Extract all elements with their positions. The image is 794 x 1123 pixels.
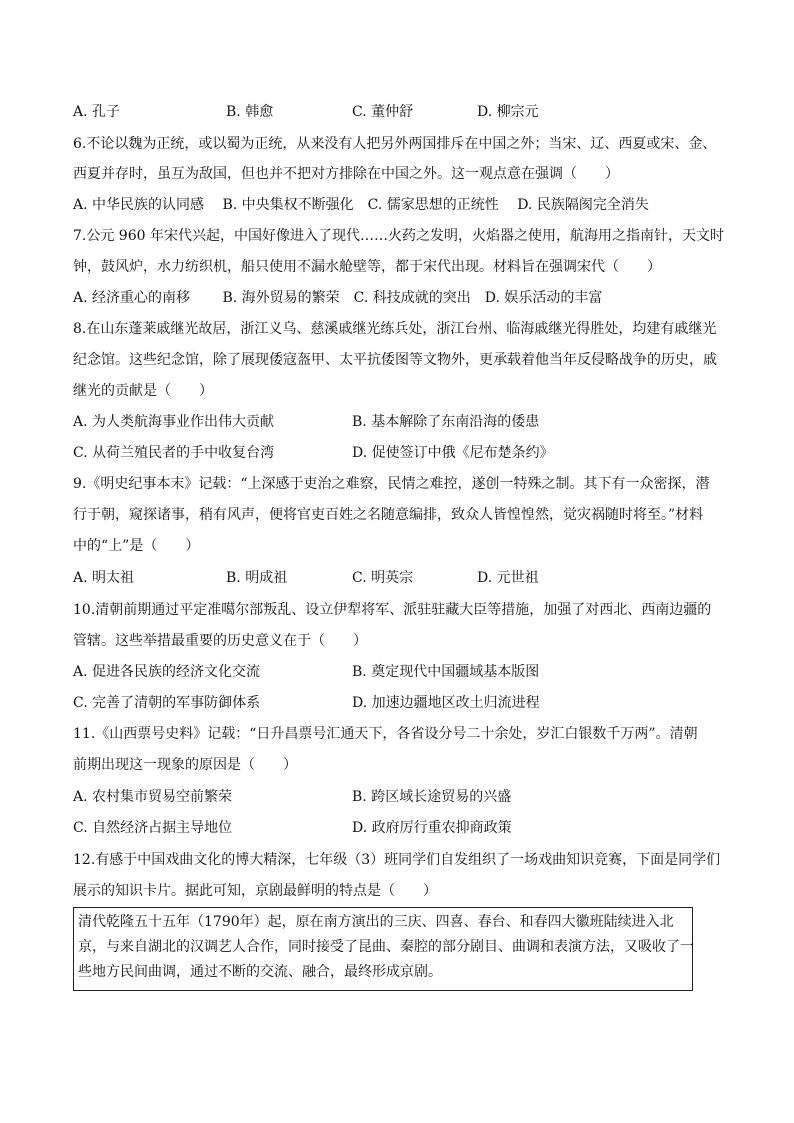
q6-stem-line: 西夏并存时，虽互为敌国，但也并不把对方排除在中国之外。这一观点意在强调（ ） bbox=[73, 166, 619, 182]
knowledge-card-line: 清代乾隆五十五年（1790年）起，原在南方演出的三庆、四喜、春台、和春四大徽班陆续进入北 bbox=[78, 914, 674, 930]
q9-stem-line: 中的“上”是（ ） bbox=[73, 538, 200, 554]
q8-stem-line: 纪念馆。这些纪念馆，除了展现倭寇盔甲、太平抗倭图等文物外，更承载着他当年反侵略战争的历史，戚 bbox=[73, 352, 717, 368]
q8-stem-line: 继光的贡献是（ ） bbox=[73, 383, 213, 399]
q6-stem-line: 6.不论以魏为正统，或以蜀为正统，从来没有人把另外两国排斥在中国之外；当宋、辽、西夏或宋、金、 bbox=[73, 136, 717, 152]
q7-stem-line: 7.公元 960 年宋代兴起，中国好像进入了现代……火药之发明，火焰器之使用，航海用之指南针，天文时 bbox=[73, 228, 724, 244]
q10-stem-line: 10.清朝前期通过平定准噶尔部叛乱、设立伊犁将军、派驻驻藏大臣等措施，加强了对西北、西南边疆的 bbox=[73, 602, 712, 618]
q11-option-b: B. 跨区域长途贸易的兴盛 bbox=[352, 789, 512, 805]
q5-option-c: C. 董仲舒 bbox=[352, 104, 414, 120]
q10-option-c: C. 完善了清朝的军事防御体系 bbox=[73, 695, 261, 711]
q9-stem-line: 行于朝，窥探诸事，稍有风声，便将官吏百姓之名随意编排，致众人皆惶惶然，觉灾祸随时将至。”材料 bbox=[73, 507, 704, 523]
knowledge-card-line: 京，与来自湖北的汉调艺人合作，同时接受了昆曲、秦腔的部分剧目、曲调和表演方法，又吸收了一 bbox=[78, 939, 694, 955]
q5-option-b: B. 韩愈 bbox=[226, 104, 274, 120]
q11-option-c: C. 自然经济占据主导地位 bbox=[73, 820, 233, 836]
q8-stem-line: 8.在山东蓬莱戚继光故居，浙江义乌、慈溪戚继光练兵处，浙江台州、临海戚继光得胜处，均建有戚继光 bbox=[73, 321, 717, 337]
q10-stem-line: 管辖。这些举措最重要的历史意义在于（ ） bbox=[73, 633, 367, 649]
q12-stem-line: 展示的知识卡片。据此可知，京剧最鲜明的特点是（ ） bbox=[73, 883, 437, 899]
q5-option-d: D. 柳宗元 bbox=[477, 104, 539, 120]
q8-option-c: C. 从荷兰殖民者的手中收复台湾 bbox=[73, 445, 275, 461]
knowledge-card-line: 些地方民间曲调，通过不断的交流、融合，最终形成京剧。 bbox=[78, 964, 442, 980]
q9-option-c: C. 明英宗 bbox=[352, 570, 414, 586]
q11-option-a: A. 农村集市贸易空前繁荣 bbox=[73, 789, 233, 805]
q5-option-a: A. 孔子 bbox=[73, 104, 121, 120]
q9-option-b: B. 明成祖 bbox=[226, 570, 288, 586]
q11-option-d: D. 政府厉行重农抑商政策 bbox=[352, 820, 512, 836]
q9-stem-line: 9.《明史纪事本末》记载：“上深感于吏治之难察，民情之难控，遂创一特殊之制。其下有一众密探，潜 bbox=[73, 476, 710, 492]
q11-stem-line: 前期出现这一现象的原因是（ ） bbox=[73, 757, 297, 773]
q8-option-b: B. 基本解除了东南沿海的倭患 bbox=[352, 414, 540, 430]
q7-stem-line: 钟，鼓风炉，水力纺织机，船只使用不漏水舱壁等，都于宋代出现。材料旨在强调宋代（ ） bbox=[73, 259, 661, 275]
q11-stem-line: 11.《山西票号史料》记载：“日升昌票号汇通天下，各省设分号二十余处，岁汇白银数千万两”。清朝 bbox=[73, 726, 698, 742]
q9-option-a: A. 明太祖 bbox=[73, 570, 135, 586]
q10-option-a: A. 促进各民族的经济文化交流 bbox=[73, 664, 261, 680]
q8-option-d: D. 促使签订中俄《尼布楚条约》 bbox=[352, 445, 554, 461]
q12-stem-line: 12.有感于中国戏曲文化的博大精深，七年级（3）班同学们自发组织了一场戏曲知识竞赛，下面是同学们 bbox=[73, 852, 721, 868]
q7-options: A. 经济重心的南移 B. 海外贸易的繁荣 C. 科技成就的突出 D. 娱乐活动的丰富 bbox=[73, 290, 603, 306]
q10-option-b: B. 奠定现代中国疆域基本版图 bbox=[352, 664, 540, 680]
knowledge-card bbox=[73, 907, 693, 991]
q9-option-d: D. 元世祖 bbox=[477, 570, 539, 586]
q6-options: A. 中华民族的认同感 B. 中央集权不断强化 C. 儒家思想的正统性 D. 民族隔阂完全消失 bbox=[73, 197, 649, 213]
q8-option-a: A. 为人类航海事业作出伟大贡献 bbox=[73, 414, 275, 430]
q10-option-d: D. 加速边疆地区改土归流进程 bbox=[352, 695, 540, 711]
